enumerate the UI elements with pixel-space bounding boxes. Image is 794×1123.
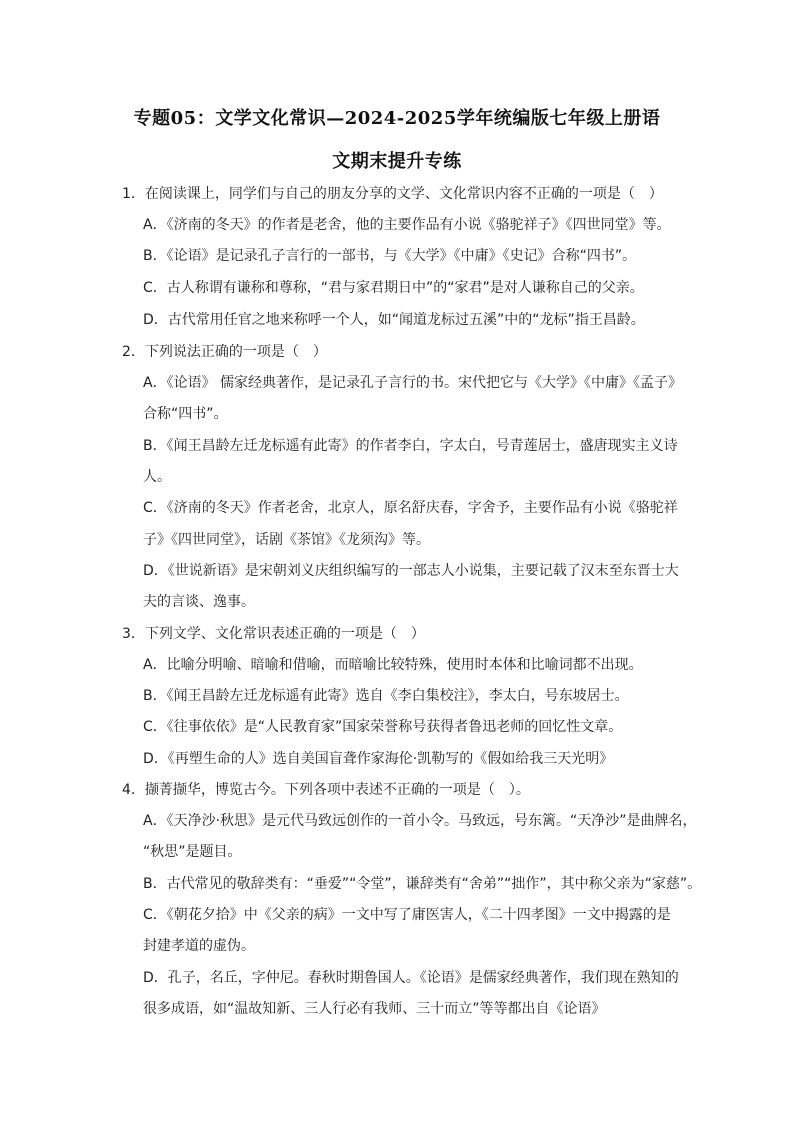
question-2-option-a: A．《论语》 儒家经典著作，是记录孔子言行的书。宋代把它与《大学》《中庸》《孟子》 xyxy=(143,375,683,391)
question-2-stem: 2．下列说法正确的一项是（ ） xyxy=(122,344,327,360)
question-4-stem: 4．撷菁撷华，博览古今。下列各项中表述不正确的一项是（ ）。 xyxy=(122,782,530,798)
question-3-option-b: B．《闻王昌龄左迁龙标遥有此寄》选自《李白集校注》，李太白，号东坡居士。 xyxy=(143,688,629,704)
question-4-option-d-cont: 很多成语，如“温故知新、三人行必有我师、三十而立”等等都出自《论语》 xyxy=(143,1001,606,1017)
question-4-option-b: B．古代常见的敬辞类有：“垂爱”“令堂”，谦辞类有“舍弟”“拙作”，其中称父亲为“家慈”。 xyxy=(143,876,702,892)
document-title-line-1: 专题05：文学文化常识—2024-2025学年统编版七年级上册语 xyxy=(133,108,661,129)
question-3-option-c: C．《往事依依》是“人民教育家”国家荣誉称号获得者鲁迅老师的回忆性文章。 xyxy=(143,719,623,735)
question-4-option-c: C．《朝花夕拾》中《父亲的病》一文中写了庸医害人，《二十四孝图》一文中揭露的是 xyxy=(143,907,671,923)
question-1-stem: 1．在阅读课上，同学们与自己的朋友分享的文学、文化常识内容不正确的一项是（ ） xyxy=(122,186,663,202)
question-1-option-d: D．古代常用任官之地来称呼一个人，如“闻道龙标过五溪”中的“龙标”指王昌龄。 xyxy=(143,312,645,328)
question-3-option-d: D．《再塑生命的人》选自美国盲聋作家海伦·凯勒写的《假如给我三天光明》 xyxy=(143,751,614,767)
question-2-option-a-cont: 合称“四书”。 xyxy=(143,406,228,422)
question-3-option-a: A．比喻分明喻、暗喻和借喻，而暗喻比较特殊，使用时本体和比喻词都不出现。 xyxy=(143,657,643,673)
question-1-option-c: C．古人称谓有谦称和尊称，“君与家君期日中”的“家君”是对人谦称自己的父亲。 xyxy=(143,280,644,296)
question-1-option-a: A．《济南的冬天》的作者是老舍，他的主要作品有小说《骆驼祥子》《四世同堂》等。 xyxy=(143,217,671,233)
question-2-option-c: C．《济南的冬天》作者老舍，北京人，原名舒庆春，字舍予，主要作品有小说《骆驼祥 xyxy=(143,500,678,516)
question-2-option-b: B．《闻王昌龄左迁龙标遥有此寄》的作者李白，字太白，号青莲居士，盛唐现实主义诗 xyxy=(143,438,678,454)
document-title-line-2: 文期末提升专练 xyxy=(332,151,462,172)
question-4-option-a: A．《天净沙·秋思》是元代马致远创作的一首小令。马致远，号东篱。“天净沙”是曲牌名， xyxy=(143,813,697,829)
question-2-option-d-cont: 夫的言谈、逸事。 xyxy=(143,594,255,610)
question-2-option-b-cont: 人。 xyxy=(143,469,171,485)
question-4-option-c-cont: 封建孝道的虚伪。 xyxy=(143,938,255,954)
question-2-option-d: D．《世说新语》是宋朝刘义庆组织编写的一部志人小说集，主要记载了汉末至东晋士大 xyxy=(143,563,679,579)
question-4-option-d: D．孔子，名丘，字仲尼。春秋时期鲁国人。《论语》是儒家经典著作，我们现在熟知的 xyxy=(143,970,679,986)
question-3-stem: 3．下列文学、文化常识表述正确的一项是（ ） xyxy=(122,626,425,642)
question-2-option-c-cont: 子》《四世同堂》，话剧《茶馆》《龙须沟》等。 xyxy=(143,532,430,548)
question-4-option-a-cont: “秋思”是题目。 xyxy=(143,844,242,860)
question-1-option-b: B．《论语》是记录孔子言行的一部书，与《大学》《中庸》《史记》合称“四书”。 xyxy=(143,248,637,264)
